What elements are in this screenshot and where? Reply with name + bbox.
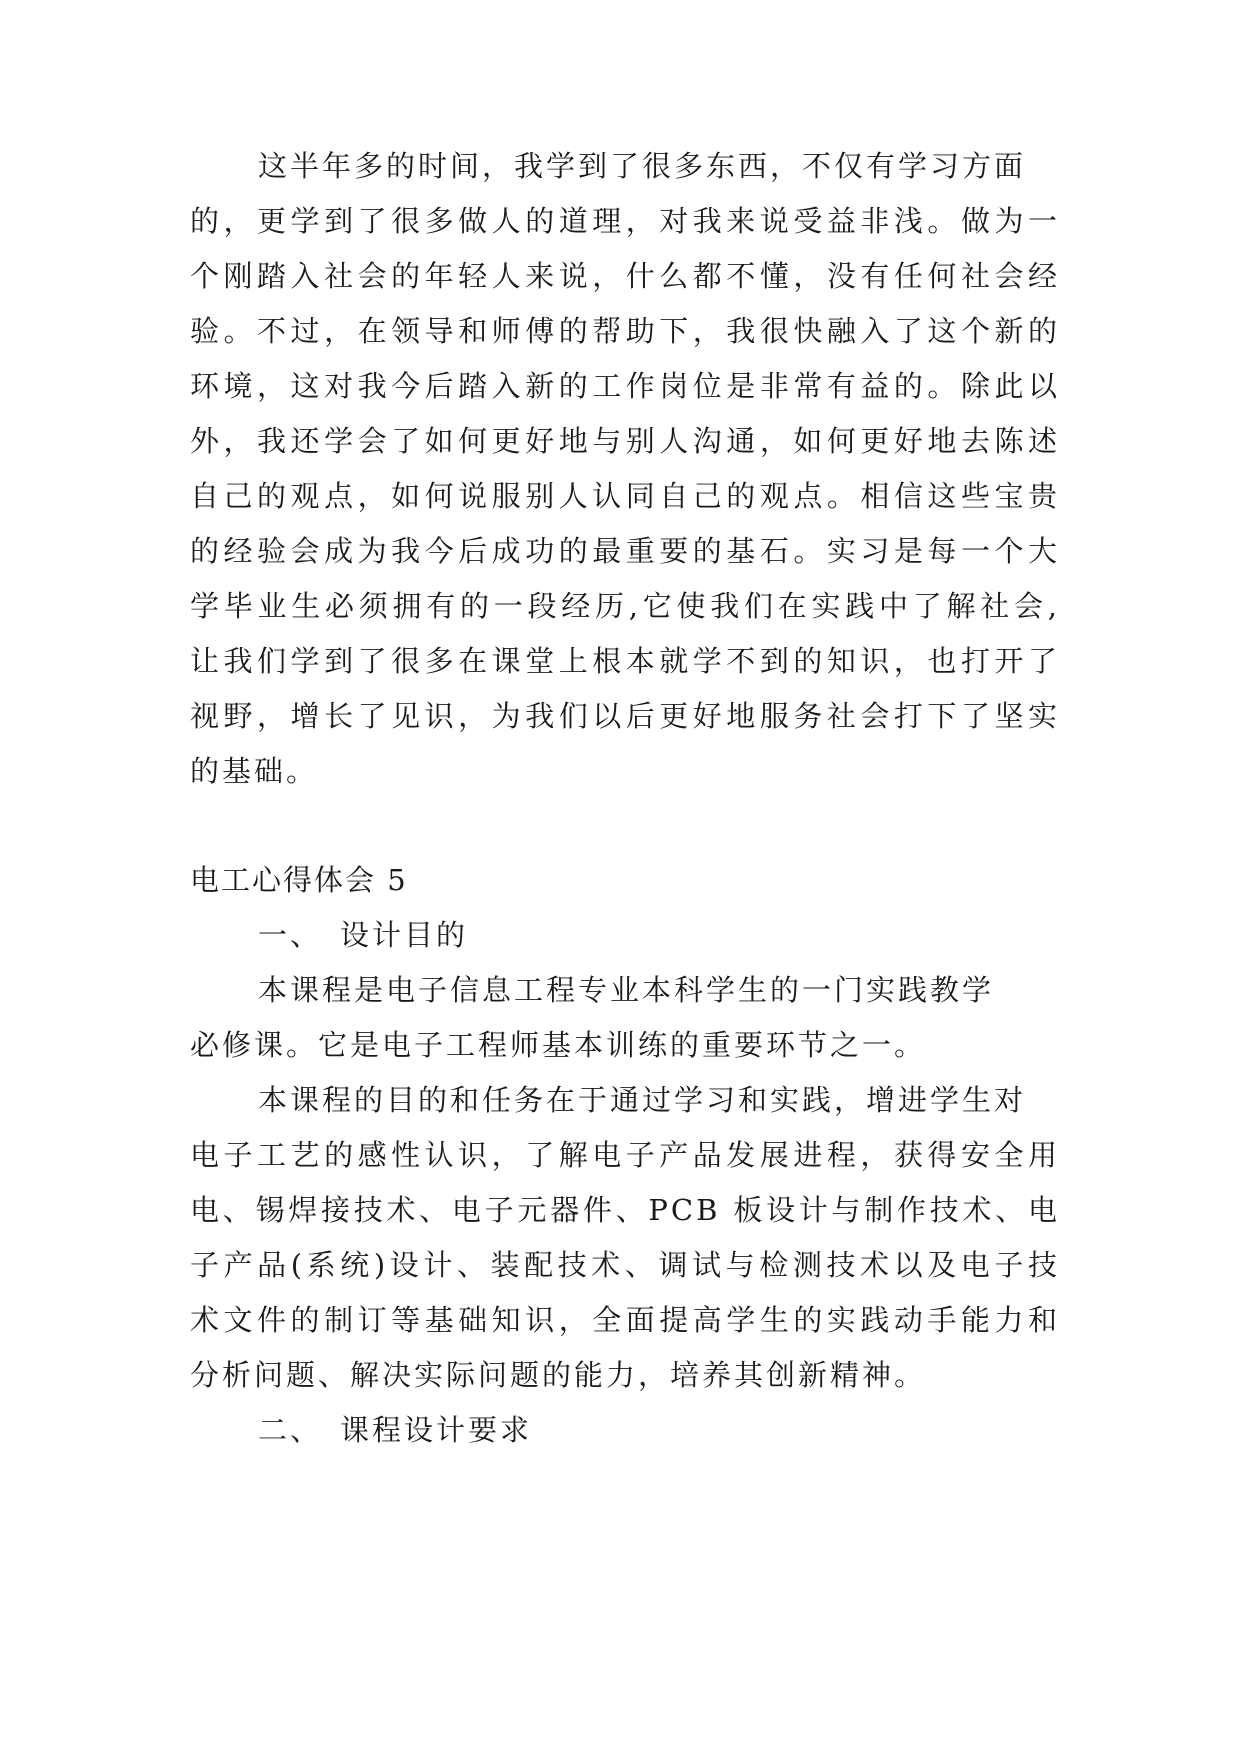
paragraph-line: 视野，增长了见识，为我们以后更好地服务社会打下了坚实 <box>190 699 1060 733</box>
paragraph-line: 自己的观点，如何说服别人认同自己的观点。相信这些宝贵 <box>190 479 1060 513</box>
paragraph-line: 这半年多的时间，我学到了很多东西，不仅有学习方面 <box>258 149 1027 183</box>
section-title: 电工心得体会 5 <box>190 863 408 897</box>
paragraph-line: 本课程的目的和任务在于通过学习和实践，增进学生对 <box>258 1083 1027 1117</box>
paragraph-line: 环境，这对我今后踏入新的工作岗位是非常有益的。除此以 <box>190 369 1060 403</box>
heading-text: 课程设计要求 <box>340 1413 533 1447</box>
paragraph-line: 子产品(系统)设计、装配技术、调试与检测技术以及电子技 <box>190 1248 1060 1282</box>
heading-course-requirements <box>258 1410 1128 1450</box>
heading-number: 二、 <box>258 1413 323 1447</box>
paragraph-line: 的经验会成为我今后成功的最重要的基石。实习是每一个大 <box>190 534 1060 568</box>
paragraph-line: 的，更学到了很多做人的道理，对我来说受益非浅。做为一 <box>190 204 1060 238</box>
heading-text: 设计目的 <box>340 918 469 952</box>
paragraph-line: 电、锡焊接技术、电子元器件、PCB 板设计与制作技术、电 <box>190 1193 1060 1227</box>
paragraph-line: 分析问题、解决实际问题的能力，培养其创新精神。 <box>190 1358 927 1392</box>
paragraph-line: 验。不过，在领导和师傅的帮助下，我很快融入了这个新的 <box>190 314 1060 348</box>
heading-design-purpose <box>258 915 1128 955</box>
paragraph-line: 术文件的制订等基础知识，全面提高学生的实践动手能力和 <box>190 1303 1060 1337</box>
paragraph-line: 的基础。 <box>190 754 319 788</box>
paragraph-line: 必修课。它是电子工程师基本训练的重要环节之一。 <box>190 1028 927 1062</box>
paragraph-line: 学毕业生必须拥有的一段经历,它使我们在实践中了解社会, <box>190 589 1060 623</box>
paragraph-line: 电子工艺的感性认识，了解电子产品发展进程，获得安全用 <box>190 1138 1060 1172</box>
heading-number: 一、 <box>258 918 323 952</box>
paragraph-line: 让我们学到了很多在课堂上根本就学不到的知识，也打开了 <box>190 644 1060 678</box>
paragraph-line: 外，我还学会了如何更好地与别人沟通，如何更好地去陈述 <box>190 424 1060 458</box>
paragraph-line: 个刚踏入社会的年轻人来说，什么都不懂，没有任何社会经 <box>190 259 1060 293</box>
paragraph-line: 本课程是电子信息工程专业本科学生的一门实践教学 <box>258 973 995 1007</box>
